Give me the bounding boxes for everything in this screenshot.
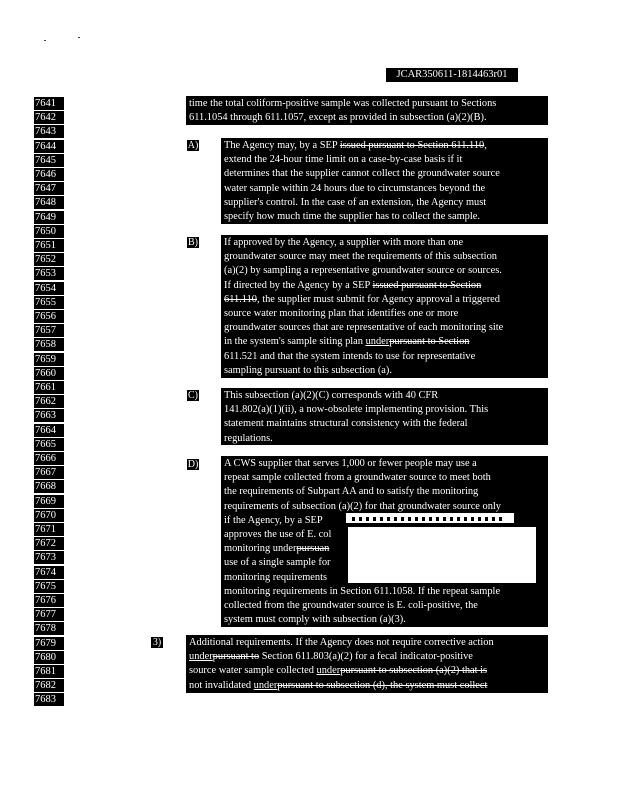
line-number: 7672 [34, 537, 64, 550]
item-a-paragraph [221, 138, 548, 224]
text-line: 611.1054 through 611.1057, except as provided in subsection (a)(2)(B). [189, 112, 487, 124]
intro-paragraph [186, 96, 548, 125]
scan-speck [78, 37, 80, 38]
text-line: If approved by the Agency, a supplier with more than one [224, 237, 464, 248]
scan-speck [44, 40, 46, 41]
line-number: 7673 [34, 551, 64, 564]
text-line: 141.802(a)(1)(ii), a now-obsolete implementing provision. This [224, 404, 489, 416]
line-number: 7663 [34, 409, 64, 422]
document-id-header: JCAR350611-1814463r01 [386, 68, 518, 82]
line-number: 7657 [34, 324, 64, 337]
line-number: 7650 [34, 225, 64, 238]
line-number: 7667 [34, 466, 64, 479]
line-number: 7656 [34, 310, 64, 323]
line-number: 7644 [34, 140, 64, 153]
text-line: water sample within 24 hours due to circumstances beyond the [224, 182, 486, 194]
item-label-b: B) [188, 237, 198, 248]
text-line: regulations. [224, 432, 273, 444]
line-number: 7642 [34, 111, 64, 124]
text-line: in the system's sample siting plan underpursuant to Section [224, 336, 470, 348]
text-line: the requirements of Subpart AA and to satisfy the monitoring [224, 486, 479, 498]
line-number: 7674 [34, 566, 64, 579]
text-line: (a)(2) by sampling a representative groundwater source or sources. [224, 265, 502, 277]
line-number: 7660 [34, 367, 64, 380]
line-number: 7677 [34, 608, 64, 621]
text-line: supplier's control. In the case of an extension, the Agency must [224, 196, 487, 208]
text-line: extend the 24-hour time limit on a case-by-case basis if it [224, 154, 463, 166]
item-b-paragraph [221, 235, 548, 378]
line-number: 7683 [34, 693, 64, 706]
line-number: 7652 [34, 253, 64, 266]
text-line: if the Agency, by a SEP [224, 514, 323, 526]
text-line: repeat sample collected from a groundwater source to meet both [224, 472, 491, 484]
line-number: 7678 [34, 622, 64, 635]
line-number: 7666 [34, 452, 64, 465]
text-line: approves the use of E. col [224, 529, 332, 541]
text-line: The Agency may, by a SEP issued pursuant to Section 611.110, [224, 140, 487, 151]
line-number: 7661 [34, 381, 64, 394]
line-number: 7654 [34, 282, 64, 295]
item-label-3: 3) [152, 637, 162, 648]
line-number: 7671 [34, 523, 64, 536]
text-line: monitoring requirements in Section 611.1058. If the repeat sample [224, 585, 501, 597]
line-number: 7664 [34, 424, 64, 437]
item-label-a: A) [187, 140, 199, 151]
line-number: 7670 [34, 509, 64, 522]
redaction-box [348, 527, 536, 583]
text-line: sampling pursuant to this subsection (a). [224, 364, 392, 376]
text-line: requirements of subsection (a)(2) for that groundwater source only [224, 500, 501, 512]
text-line: 611.521 and that the system intends to use for representative [224, 350, 476, 362]
line-number: 7641 [34, 97, 64, 110]
line-number: 7643 [34, 125, 64, 138]
item-c-paragraph [221, 388, 548, 445]
item-3-paragraph [186, 635, 548, 693]
redaction-dots [352, 517, 502, 521]
item-label-d: D) [187, 459, 199, 470]
text-line: groundwater sources that are representative of each monitoring site [224, 322, 504, 334]
line-number: 7665 [34, 438, 64, 451]
line-number: 7646 [34, 168, 64, 181]
line-number: 7679 [34, 637, 64, 650]
text-line: monitoring requirements [224, 571, 328, 583]
line-number: 7662 [34, 395, 64, 408]
text-line: underpursuant to Section 611.803(a)(2) for a fecal indicator-positive [189, 651, 473, 663]
line-number: 7653 [34, 267, 64, 280]
text-line: source water sample collected underpursuant to subsection (a)(2) that is [189, 665, 488, 677]
line-number: 7651 [34, 239, 64, 252]
line-number: 7668 [34, 480, 64, 493]
line-number: 7648 [34, 196, 64, 209]
item-label-c: C) [188, 390, 198, 401]
text-line: A CWS supplier that serves 1,000 or fewer people may use a [224, 458, 477, 469]
text-line: determines that the supplier cannot collect the groundwater source [224, 168, 500, 180]
text-line: 611.110, the supplier must submit for Agency approval a triggered [224, 293, 500, 305]
line-number: 7649 [34, 211, 64, 224]
text-line: system must comply with subsection (a)(3). [224, 614, 406, 626]
text-line: Additional requirements. If the Agency does not require corrective action [189, 637, 494, 648]
line-number: 7676 [34, 594, 64, 607]
line-number: 7658 [34, 338, 64, 351]
text-line: time the total coliform-positive sample was collected pursuant to Sections [189, 98, 497, 109]
text-line: use of a single sample for [224, 557, 331, 569]
text-line: specify how much time the supplier has to collect the sample. [224, 211, 480, 223]
line-number: 7681 [34, 665, 64, 678]
line-number: 7655 [34, 296, 64, 309]
text-line: groundwater source may meet the requirements of this subsection [224, 251, 497, 263]
text-line: source water monitoring plan that identifies one or more [224, 308, 459, 320]
line-number: 7647 [34, 182, 64, 195]
line-number: 7682 [34, 679, 64, 692]
text-line: collected from the groundwater source is E. coli-positive, the [224, 600, 478, 612]
text-line: If directed by the Agency by a SEP issued pursuant to Section [224, 279, 482, 291]
text-line: monitoring underpursuan [224, 543, 330, 555]
text-line: not invalidated underpursuant to subsection (d), the system must collect [189, 679, 488, 691]
text-line: statement maintains structural consistency with the federal [224, 418, 468, 430]
line-number: 7680 [34, 651, 64, 664]
line-number: 7669 [34, 495, 64, 508]
text-line: This subsection (a)(2)(C) corresponds with 40 CFR [224, 390, 439, 401]
line-number: 7645 [34, 154, 64, 167]
line-number: 7659 [34, 353, 64, 366]
line-number: 7675 [34, 580, 64, 593]
